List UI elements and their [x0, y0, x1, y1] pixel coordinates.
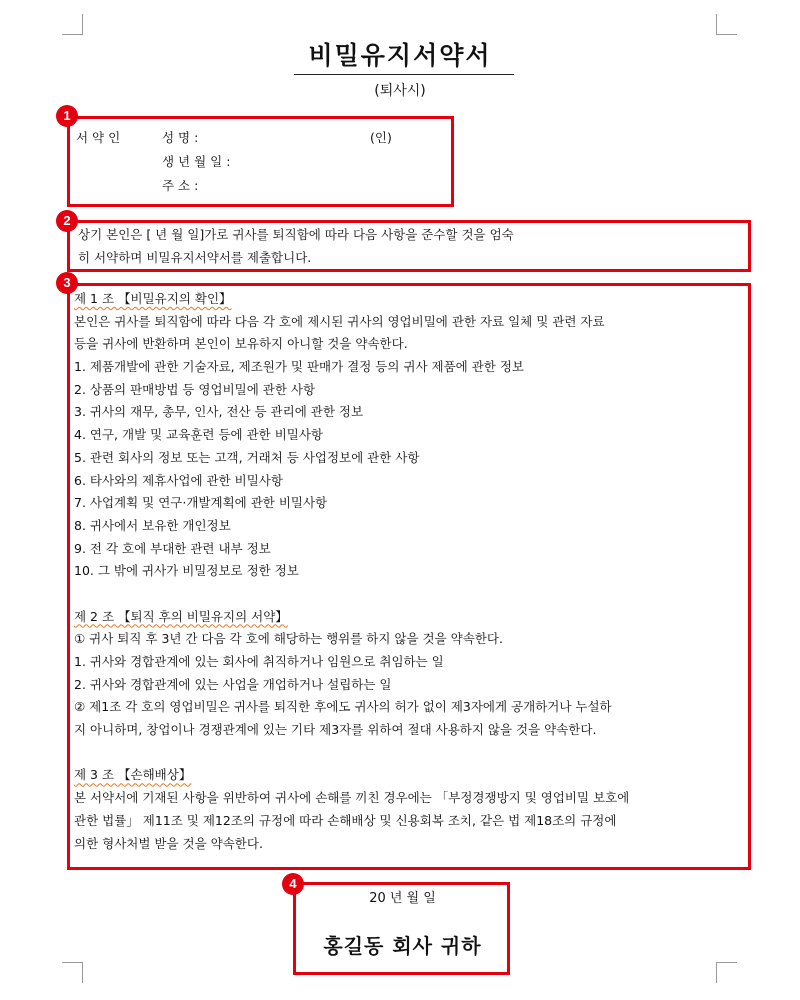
annotation-badge-1: 1: [56, 105, 78, 127]
article-1-item: 9. 전 각 호에 부대한 관련 내부 정보: [74, 540, 271, 556]
annotation-badge-3: 3: [56, 272, 78, 294]
document-subtitle: (퇴사시): [374, 83, 426, 99]
crop-mark-top-left: [62, 14, 83, 35]
date-line: 20 년 월 일: [369, 891, 436, 906]
article-1-item: 2. 상품의 판매방법 등 영업비밀에 관한 사항: [74, 381, 316, 397]
article-1-item: 5. 관련 회사의 정보 또는 고객, 거래처 등 사업정보에 관한 사항: [74, 449, 420, 465]
signer-section-label: 서 약 인: [76, 130, 121, 145]
article-1-item: 6. 타사와의 제휴사업에 관한 비밀사항: [74, 472, 283, 488]
recipient: 홍길동 회사 귀하: [323, 934, 482, 958]
article-1-heading: 제 1 조 【비밀유지의 확인】: [74, 291, 232, 306]
article-2-line: ① 귀사 퇴직 후 3년 간 다음 각 호에 해당하는 행위를 하지 않을 것을 약속한다.: [74, 631, 503, 647]
article-2-line: 2. 귀사와 경합관계에 있는 사업을 개업하거나 설립하는 일: [74, 676, 392, 692]
article-3-line: 의한 형사처벌 받을 것을 약속한다.: [74, 835, 263, 851]
article-1-item: 3. 귀사의 재무, 총무, 인사, 전산 등 관리에 관한 정보: [74, 404, 364, 420]
article-2-line: ② 제1조 각 호의 영업비밀은 귀사를 퇴직한 후에도 귀사의 허가 없이 제3자에게 공개하거나 누설하: [74, 699, 612, 715]
article-3-line: 본 서약서에 기재된 사항을 위반하여 귀사에 손해를 끼친 경우에는 「부정경쟁방지 및 영업비밀 보호에: [74, 790, 630, 806]
pledge-paragraph: [78, 224, 742, 269]
article-3-heading: 제 3 조 【손해배상】: [74, 767, 192, 783]
crop-mark-bottom-left: [62, 962, 83, 983]
article-2-line: 1. 귀사와 경합관계에 있는 회사에 취직하거나 임원으로 취임하는 일: [74, 654, 444, 669]
article-1-item: 8. 귀사에서 보유한 개인정보: [74, 517, 231, 533]
article-1-item: 7. 사업계획 및 연구·개발계획에 관한 비밀사항: [74, 495, 328, 511]
annotation-badge-4: 4: [282, 873, 304, 895]
article-3-line: 관한 법률」 제11조 및 제12조의 규정에 따라 손해배상 및 신용회복 조치, 같은 법 제18조의 규정에: [74, 812, 617, 828]
article-1-item: 10. 그 밖에 귀사가 비밀정보로 정한 정보: [74, 563, 299, 579]
article-1-line: 본인은 귀사를 퇴직함에 따라 다음 각 호에 제시된 귀사의 영업비밀에 관한 자료 일체 및 관련 자료: [74, 313, 605, 329]
address-label: 주 소 :: [162, 178, 199, 193]
crop-mark-top-right: [716, 14, 737, 35]
seal-mark: (인): [370, 130, 392, 145]
articles-body: [74, 288, 750, 855]
title-underline: [294, 74, 514, 75]
article-1-item: 1. 제품개발에 관한 기술자료, 제조원가 및 판매가 결정 등의 귀사 제품에 관한 정보: [74, 359, 524, 375]
document-title: 비밀유지서약서: [308, 41, 492, 70]
article-2-heading: 제 2 조 【퇴직 후의 비밀유지의 서약】: [74, 608, 288, 624]
annotation-badge-2: 2: [56, 210, 78, 232]
article-1-item: 4. 연구, 개발 및 교육훈련 등에 관한 비밀사항: [74, 427, 323, 443]
annotation-box-signer: [67, 116, 454, 207]
article-1-line: 등을 귀사에 반환하며 본인이 보유하지 아니할 것을 약속한다.: [74, 336, 408, 352]
pledge-line-2: 히 서약하며 비밀유지서약서를 제출합니다.: [78, 249, 312, 265]
pledge-line-1: 상기 본인은 [ 년 월 일]가로 귀사를 퇴직함에 따라 다음 사항을 준수할 것을 엄숙: [78, 227, 514, 242]
article-2-line: 지 아니하며, 창업이나 경쟁관계에 있는 기타 제3자를 위하여 절대 사용하지 않을 것을 약속한다.: [74, 722, 597, 738]
name-label: 성 명 :: [162, 130, 199, 145]
birth-label: 생 년 월 일 :: [162, 154, 231, 169]
crop-mark-bottom-right: [716, 962, 737, 983]
